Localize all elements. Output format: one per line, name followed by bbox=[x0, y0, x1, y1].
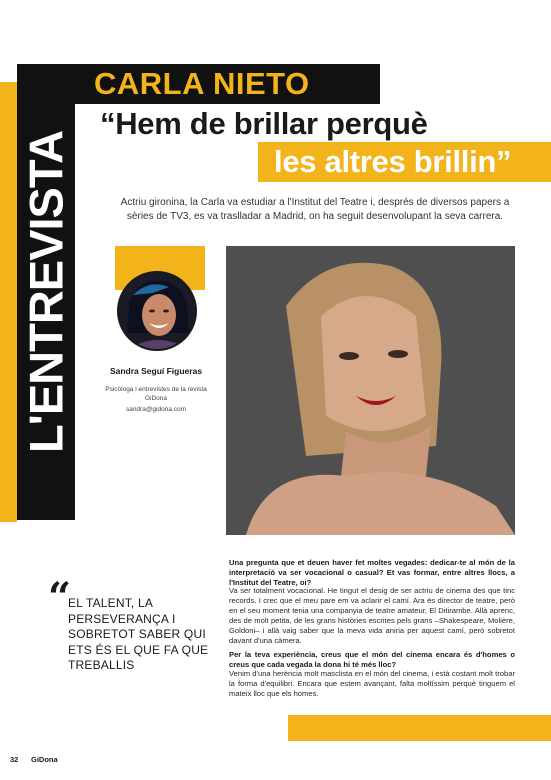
bottom-accent-bar bbox=[288, 715, 551, 741]
intro-paragraph: Actriu gironina, la Carla va estudiar a l'Institut del Teatre i, després de diversos papers a sèries de TV3, es va traslladar a Madrid, on ha seguit desenvolupant la seva carrera. bbox=[120, 197, 510, 222]
interview-answer-1: Va ser totalment vocacional. He tingut el desig de ser actriu de cinema des que tinc records. I crec que el meu pare em va aclarir el camí. Ara és director de teatre, però en el seu moment tenia una companyia de teatre amateur, El Ditirambe. Allà aprenc, des de molt petita, de les grans històries escrites pels grans –Shakespeare, Molière, Goldoni– i allà vaig saber que la meva vida aniria per aquest camí, però sobretot davant d'una càmera. bbox=[229, 586, 515, 645]
interview-question-2: Per la teva experiència, creus que el món del cinema encara és d'homes o creus que cada vegada la dona hi té més lloc? bbox=[229, 650, 515, 669]
headline-quote-line1: “Hem de brillar perquè bbox=[100, 106, 428, 141]
portrait-photo-icon bbox=[226, 246, 515, 535]
headline-quote-line2: les altres brillin” bbox=[274, 144, 512, 179]
author-avatar bbox=[117, 271, 197, 351]
author-name: Sandra Seguí Figueras bbox=[109, 366, 203, 376]
author-portrait-icon bbox=[119, 273, 195, 349]
magazine-name: GiDona bbox=[31, 755, 58, 764]
interview-answer-2: Venim d'una herència molt masclista en el món del cinema, i està costant molt trobar la forma d'equilibri. Encara que estem avançant, falta moltíssim perquè tinguem el mateix lloc que els homes. bbox=[229, 669, 515, 698]
author-email: sandra@gidona.com bbox=[125, 406, 187, 413]
author-role: Psicòloga i entrevistes de la revista GiDona bbox=[105, 386, 207, 402]
interview-question-1: Una pregunta que et deuen haver fet moltes vegades: dedicar-te al món de la interpretació va ser vocacional o casual? Et vas formar, entre altres llocs, a l'Institut del Teatre, oi? bbox=[229, 558, 515, 587]
page-number: 32 bbox=[10, 755, 19, 764]
section-label: L'ENTREVISTA bbox=[19, 130, 73, 454]
side-accent-bar bbox=[0, 82, 17, 522]
interviewee-photo bbox=[226, 246, 515, 535]
interviewee-name: CARLA NIETO bbox=[94, 66, 310, 101]
pull-quote-mark: “ bbox=[48, 574, 72, 621]
pull-quote-text: EL TALENT, LA PERSEVERANÇA I SOBRETOT SABER QUI ETS ÉS EL QUE FA QUE TREBALLIS bbox=[68, 596, 209, 672]
